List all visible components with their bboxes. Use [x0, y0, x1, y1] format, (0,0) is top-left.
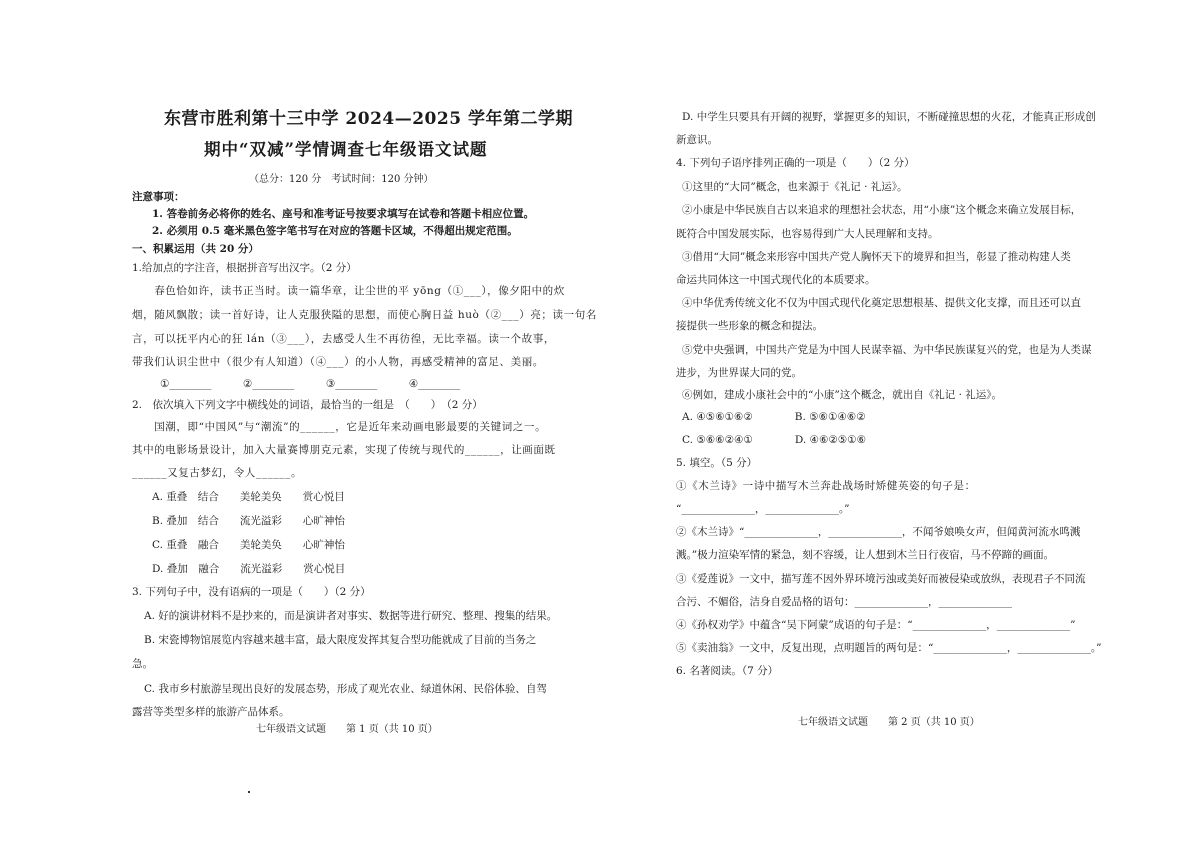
sentence-line: 既符合中国发展实际，也容易得到广大人民理解和支持。	[676, 228, 939, 240]
question-stem: 5. 填空。（5 分）	[676, 457, 758, 469]
sentence-line: ④中华优秀传统文化不仅为中国式现代化奠定思想根基、提供文化支撑，而且还可以直	[682, 297, 1081, 309]
sentence-line: ⑥例如，建成小康社会中的“小康”这个概念，就出自《礼记 · 礼运》。	[682, 389, 1002, 401]
option-a: A. 好的演讲材料不是抄来的，而是演讲者对事实、数据等进行研究、整理、搜集的结果。	[144, 610, 558, 622]
option-row: A. ④⑤⑥①⑥② B. ⑤⑥①④⑥②	[682, 411, 866, 423]
option-d: D. 叠加 融合 流光溢彩 赏心悦目	[152, 563, 346, 575]
fill-item: ④《孙权劝学》中蕴含“吴下阿蒙”成语的句子是：“______________，______________”	[676, 619, 1076, 631]
option-c: C. 我市乡村旅游呈现出良好的发展态势，形成了观光农业、绿道休闲、民俗体验、自驾	[144, 683, 547, 695]
sentence-line: 命运共同体这一中国式现代化的本质要求。	[676, 274, 876, 286]
sentence-line: 接提供一些形象的概念和提法。	[676, 320, 823, 332]
passage-line: ______又复古梦幻，令人______。	[132, 467, 303, 479]
exam-info: （总分：120 分 考试时间：120 分钟）	[249, 174, 434, 185]
fill-item: 溅。”极力渲染军情的紧急，刻不容缓，让人想到木兰日行夜宿，马不停蹄的画面。	[676, 549, 1055, 561]
sentence-line: ②小康是中华民族自古以来追求的理想社会状态，用“小康”这个概念来确立发展目标，	[682, 204, 1082, 216]
exam-subtitle: 期中“双减”学情调查七年级语文试题	[204, 140, 488, 159]
sentence-line: ③借用“大同”概念来形容中国共产党人胸怀天下的境界和担当，彰显了推动构建人类	[682, 251, 1071, 263]
passage-line: 言，可以抚平内心的狂 lán（③___），去感受人生不再彷徨，无比幸福。读一个故事，	[132, 333, 555, 345]
notice-heading: 注意事项：	[132, 191, 185, 203]
passage-line: 带我们认识尘世中（很少有人知道）（④___）的小人物，再感受精神的富足、美丽。	[132, 356, 544, 368]
fill-item: ⑤《卖油翁》一文中，反复出现，点明题旨的两句是：“______________，______________。”	[676, 642, 1102, 654]
question-stem: 2. 依次填入下列文字中横线处的词语，最恰当的一组是 （ ） （2 分）	[132, 399, 483, 411]
question-stem: 3. 下列句子中，没有语病的一项是（ ）（2 分）	[132, 586, 371, 598]
option-d: D. 中学生只要具有开阔的视野，掌握更多的知识，不断碰撞思想的火花，才能真正形成创	[682, 111, 1096, 123]
option-c-cont: 露营等类型多样的旅游产品体系。	[132, 706, 290, 718]
answer-blanks: ①________ ②________ ③________ ④________	[160, 378, 461, 390]
exam-title: 东营市胜利第十三中学 2024—2025 学年第二学期	[164, 109, 573, 129]
page-footer: 七年级语文试题 第 2 页（共 10 页）	[798, 717, 980, 728]
page-footer: 七年级语文试题 第 1 页（共 10 页）	[256, 724, 438, 735]
sentence-line: ①这里的“大同”概念，也来源于《礼记 · 礼运》。	[682, 181, 908, 193]
option-b-cont: 急。	[132, 658, 153, 670]
option-b: B. 宋瓷博物馆展览内容越来越丰富，最大限度发挥其复合型功能就成了目前的当务之	[144, 634, 537, 646]
fill-item: ①《木兰诗》一诗中描写木兰奔赴战场时矫健英姿的句子是：	[676, 480, 976, 492]
section-heading: 一、积累运用（共 20 分）	[132, 243, 259, 255]
notice-item: 2. 必须用 0.5 毫米黑色签字笔书写在对应的答题卡区域，不得超出规定范围。	[152, 225, 518, 237]
sentence-line: ⑤党中央强调，中国共产党是为中国人民谋幸福、为中华民族谋复兴的党，也是为人类谋	[682, 344, 1092, 356]
notice-item: 1. 答卷前务必将你的姓名、座号和准考证号按要求填写在试卷和答题卡相应位置。	[152, 208, 535, 220]
fill-item: ②《木兰诗》“______________，______________，不闻爷娘唤女声，但闻黄河流水鸣溅	[676, 526, 1081, 538]
passage-line: 国潮，即“中国风”与“潮流”的______，它是近年来动画电影最要的关键词之一。	[132, 421, 547, 433]
right-page	[672, 0, 1102, 847]
fill-item: 合污、不媚俗，洁身自爱品格的语句：______________，______________	[676, 596, 1012, 608]
fill-item: “______________，______________。”	[676, 503, 850, 515]
question-stem: 6. 名著阅读。（7 分）	[676, 665, 779, 677]
option-c: C. 重叠 融合 美轮美奂 心旷神怡	[152, 539, 345, 551]
option-row: C. ⑤⑥⑥②④① D. ④⑥②⑤①⑥	[682, 434, 867, 446]
option-d-cont: 新意识。	[676, 134, 718, 146]
scan-speck	[248, 791, 250, 793]
passage-line: 春色恰如许，读书正当时。读一篇华章，让尘世的平 yōng（①___），像夕阳中的炊	[132, 285, 565, 297]
fill-item: ③《爱莲说》一文中，描写莲不因外界环境污浊或美好而被侵染或放纵，表现君子不同流	[676, 573, 1086, 585]
passage-line: 其中的电影场景设计，加入大量赛博朋克元素，实现了传统与现代的______，让画面既	[132, 444, 556, 456]
question-stem: 1.给加点的字注音，根据拼音写出汉字。（2 分）	[132, 262, 357, 274]
option-b: B. 叠加 结合 流光溢彩 心旷神怡	[152, 515, 345, 527]
question-stem: 4. 下列句子语序排列正确的一项是（ ）（2 分）	[676, 157, 915, 169]
option-a: A. 重叠 结合 美轮美奂 赏心悦目	[152, 491, 345, 503]
sentence-line: 进步，为世界谋大同的党。	[676, 367, 802, 379]
left-page	[120, 0, 597, 847]
passage-line: 烟，随风飘散；读一首好诗，让人克服狭隘的思想，而使心胸日益 huò（②___）亮；读一句名	[132, 309, 597, 321]
